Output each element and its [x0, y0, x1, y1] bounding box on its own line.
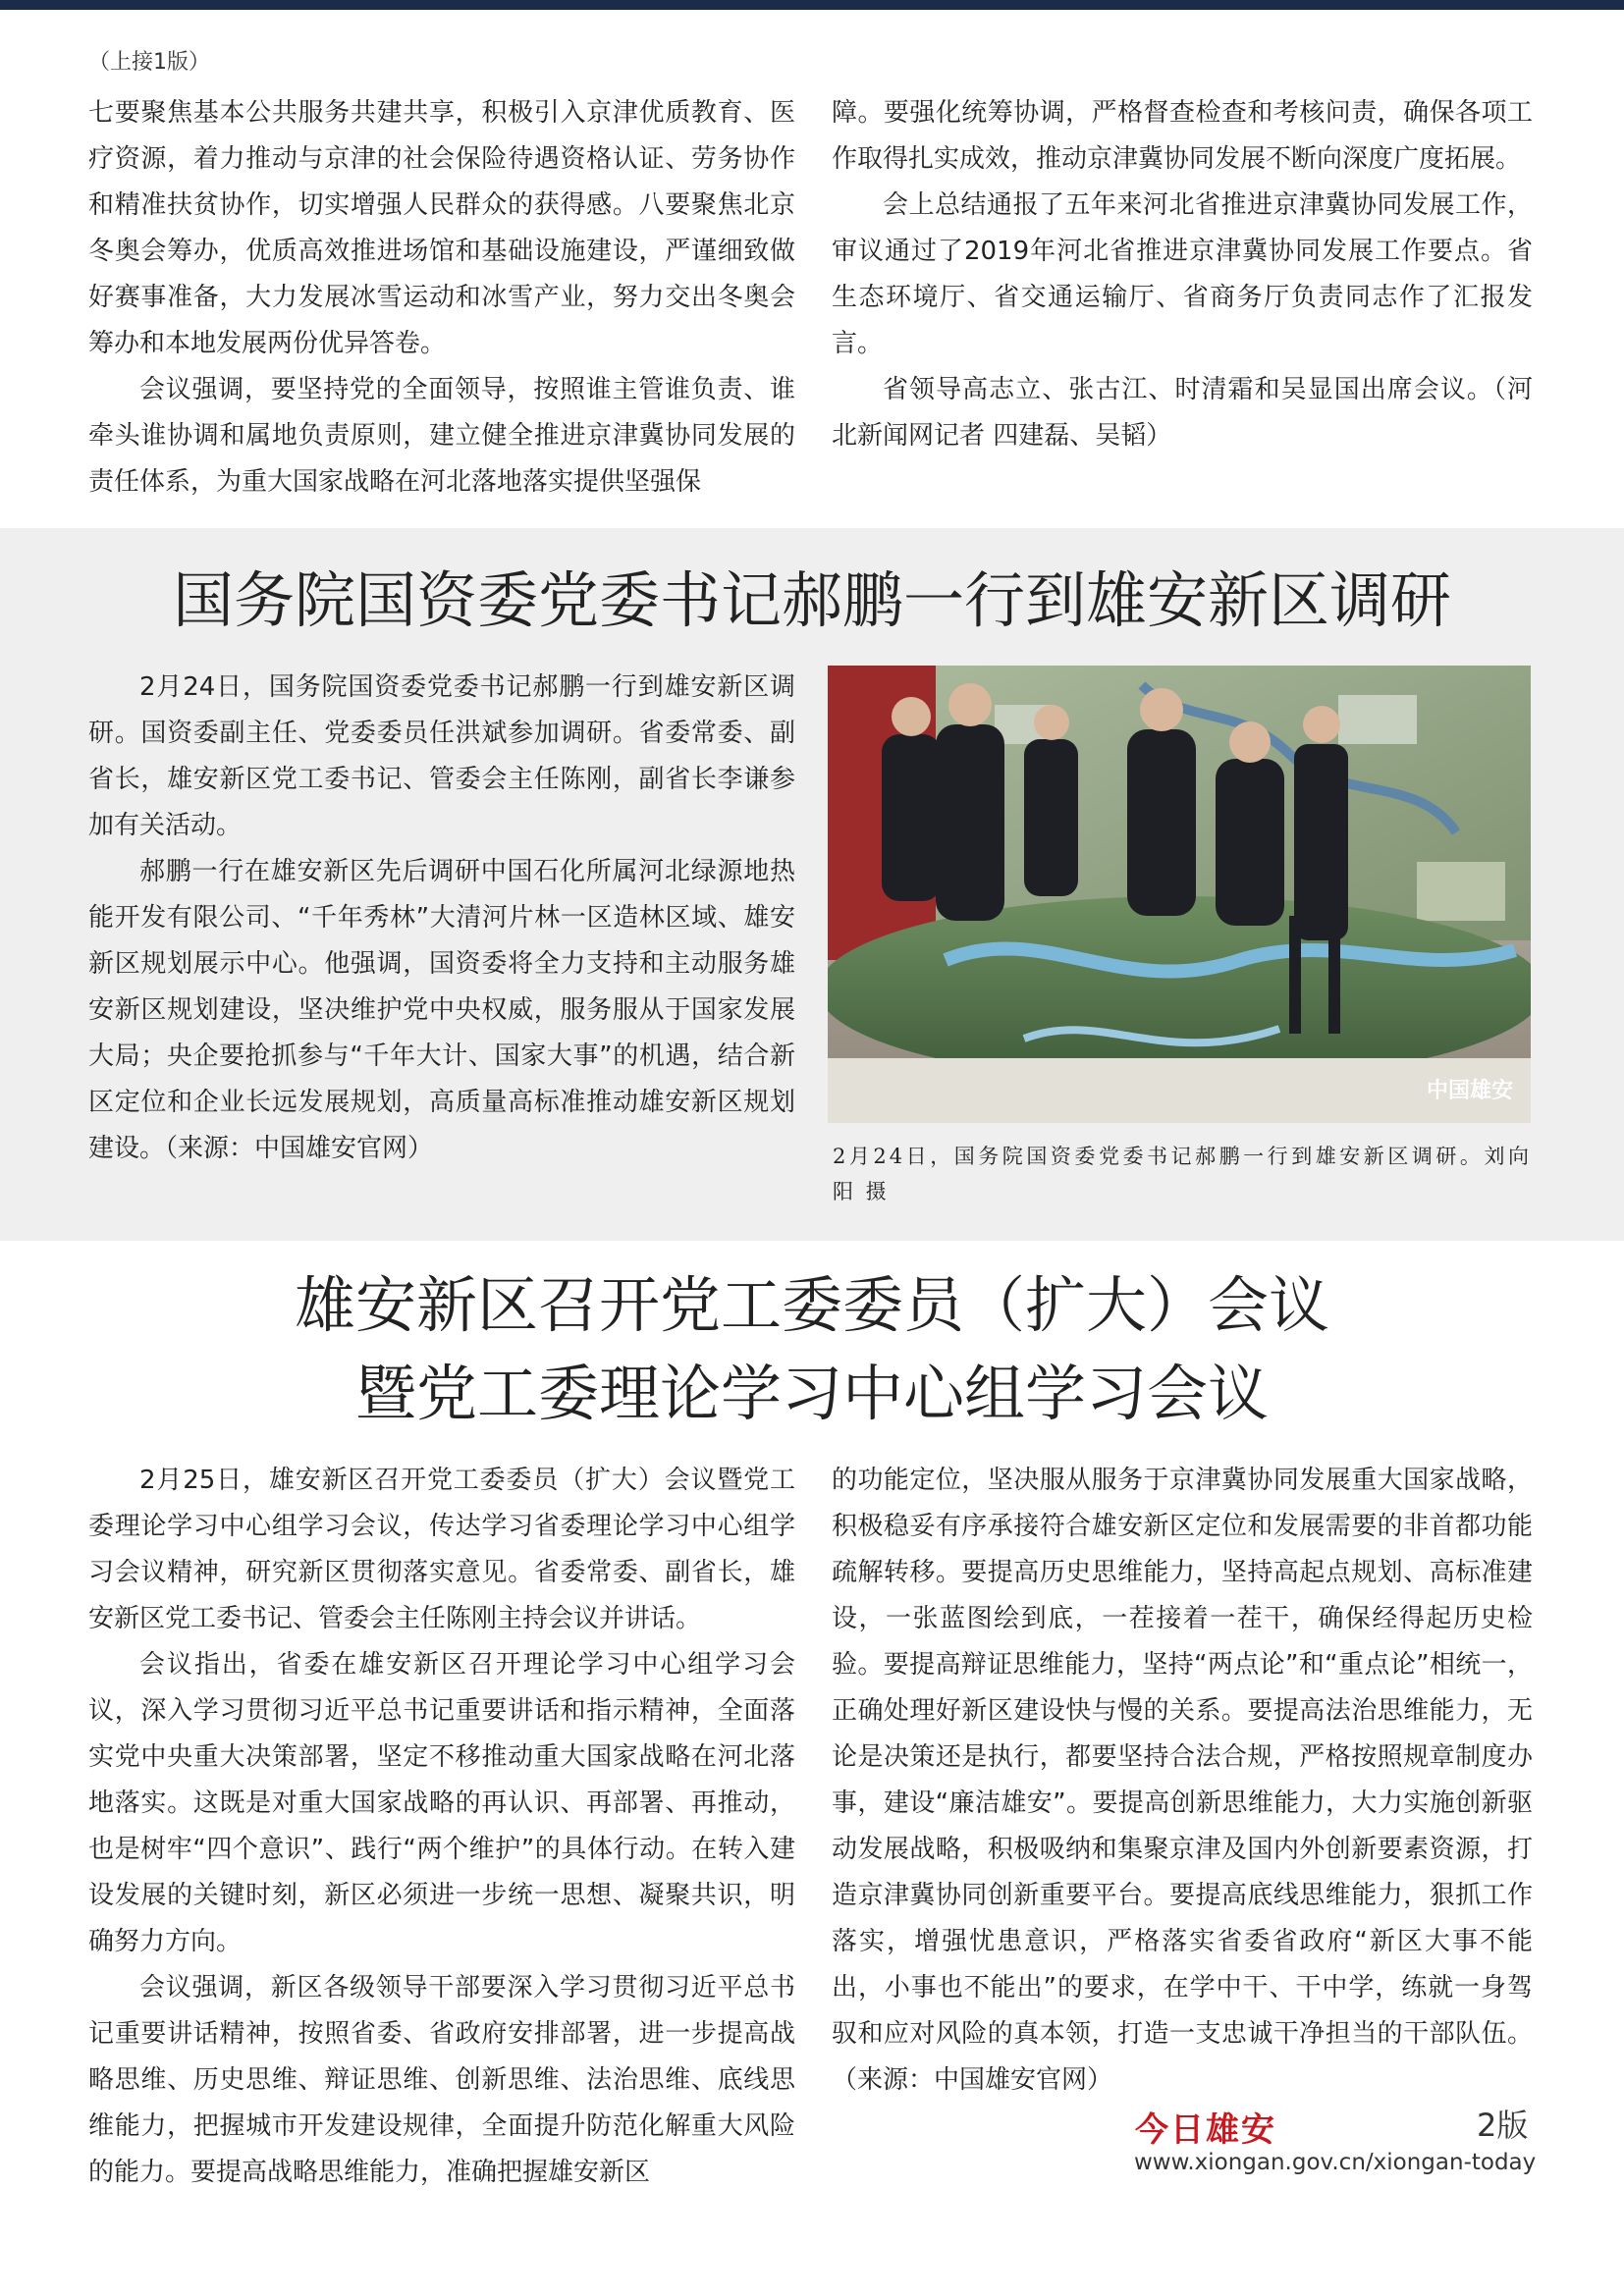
article3-headline-line1: 雄安新区召开党工委委员（扩大）会议 [294, 1269, 1329, 1341]
paragraph: 七要聚焦基本公共服务共建共享，积极引入京津优质教育、医疗资源，着力推动与京津的社会保险待遇资格认证、劳务协作和精准扶贫协作，切实增强人民群众的获得感。八要聚焦北京冬奥会筹办，优质高效推进场馆和基础设施建设，严谨细致做好赛事准备，大力发展冰雪运动和冰雪产业，努力交出冬奥会筹办和本地发展两份优异答卷。 [88, 98, 795, 358]
page-number: 2版 [1477, 2107, 1529, 2144]
photo-caption: 2月24日，国务院国资委党委书记郝鹏一行到雄安新区调研。刘向阳 摄 [833, 1145, 1532, 1203]
paragraph: 2月25日，雄安新区召开党工委委员（扩大）会议暨党工委理论学习中心组学习会议，传达学习省委理论学习中心组学习会议精神，研究新区贯彻落实意见。省委常委、副省长，雄安新区党工委书记、管委会主任陈刚主持会议并讲话。 [88, 1466, 795, 1633]
paragraph: 障。要强化统筹协调，严格督查检查和考核问责，确保各项工作取得扎实成效，推动京津冀协同发展不断向深度广度拓展。 [832, 98, 1533, 174]
news-photo [828, 666, 1531, 1123]
article2-headline: 国务院国资委党委书记郝鹏一行到雄安新区调研 [172, 564, 1451, 636]
continuation-note: （上接1版） [88, 50, 210, 75]
website-url[interactable]: www.xiongan.gov.cn/xiongan-today [1134, 2150, 1537, 2175]
paragraph: 2月24日，国务院国资委党委书记郝鹏一行到雄安新区调研。国资委副主任、党委委员任洪斌参加调研。省委常委、副省长，雄安新区党工委书记、管委会主任陈刚，副省长李谦参加有关活动。 [88, 672, 795, 840]
article1-left-column [88, 90, 795, 506]
paragraph: 郝鹏一行在雄安新区先后调研中国石化所属河北绿源地热能开发有限公司、“千年秀林”大清河片林一区造林区域、雄安新区规划展示中心。他强调，国资委将全力支持和主动服务雄安新区规划建设，坚决维护党中央权威，服务服从于国家发展大局；央企要抢抓参与“千年大计、国家大事”的机遇，结合新区定位和企业长远发展规划，高质量高标准推动雄安新区规划建设。（来源：中国雄安官网） [88, 857, 795, 1163]
article1-right-column [832, 90, 1533, 459]
paragraph: 会议强调，要坚持党的全面领导，按照谁主管谁负责、谁牵头谁协调和属地负责原则，建立健全推进京津冀协同发展的责任体系，为重大国家战略在河北落地落实提供坚强保 [88, 375, 795, 497]
article3-right-column [832, 1458, 1533, 2104]
paragraph: 会议强调，新区各级领导干部要深入学习贯彻习近平总书记重要讲话精神，按照省委、省政府安排部署，进一步提高战略思维、历史思维、辩证思维、创新思维、法治思维、底线思维能力，把握城市开发建设规律，全面提升防范化解重大风险的能力。要提高战略思维能力，准确把握雄安新区 [88, 1973, 795, 2187]
paragraph: 省领导高志立、张古江、时清霜和吴显国出席会议。（河北新闻网记者 四建磊、吴韬） [832, 375, 1533, 451]
paragraph: 会议指出，省委在雄安新区召开理论学习中心组学习会议，深入学习贯彻习近平总书记重要讲话和指示精神，全面落实党中央重大决策部署，坚定不移推动重大国家战略在河北落地落实。这既是对重大国家战略的再认识、再部署、再推动，也是树牢“四个意识”、践行“两个维护”的具体行动。在转入建设发展的关键时刻，新区必须进一步统一思想、凝聚共识，明确努力方向。 [88, 1650, 795, 1956]
article2-text-column [88, 665, 795, 1172]
news-photo-illustration [828, 666, 1531, 1123]
article3-headline-line2: 暨党工委理论学习中心组学习会议 [354, 1358, 1269, 1429]
paragraph: 会上总结通报了五年来河北省推进京津冀协同发展工作，审议通过了2019年河北省推进京津冀协同发展工作要点。省生态环境厅、省交通运输厅、省商务厅负责同志作了汇报发言。 [832, 190, 1533, 358]
top-bar [0, 0, 1624, 10]
paragraph: 的功能定位，坚决服从服务于京津冀协同发展重大国家战略，积极稳妥有序承接符合雄安新区定位和发展需要的非首都功能疏解转移。要提高历史思维能力，坚持高起点规划、高标准建设，一张蓝图绘到底，一茬接着一茬干，确保经得起历史检验。要提高辩证思维能力，坚持“两点论”和“重点论”相统一，正确处理好新区建设快与慢的关系。要提高法治思维能力，无论是决策还是执行，都要坚持合法合规，严格按照规章制度办事，建设“廉洁雄安”。要提高创新思维能力，大力实施创新驱动发展战略，积极吸纳和集聚京津及国内外创新要素资源，打造京津冀协同创新重要平台。要提高底线思维能力，狠抓工作落实，增强忧患意识，严格落实省委省政府“新区大事不能出，小事也不能出”的要求，在学中干、干中学，练就一身驾驭和应对风险的真本领，打造一支忠诚干净担当的干部队伍。（来源：中国雄安官网） [832, 1466, 1533, 2095]
newspaper-logo: 今日雄安 [1135, 2110, 1276, 2150]
photo-watermark: 中国雄安 [1427, 1078, 1514, 1103]
article3-left-column [88, 1458, 795, 2196]
